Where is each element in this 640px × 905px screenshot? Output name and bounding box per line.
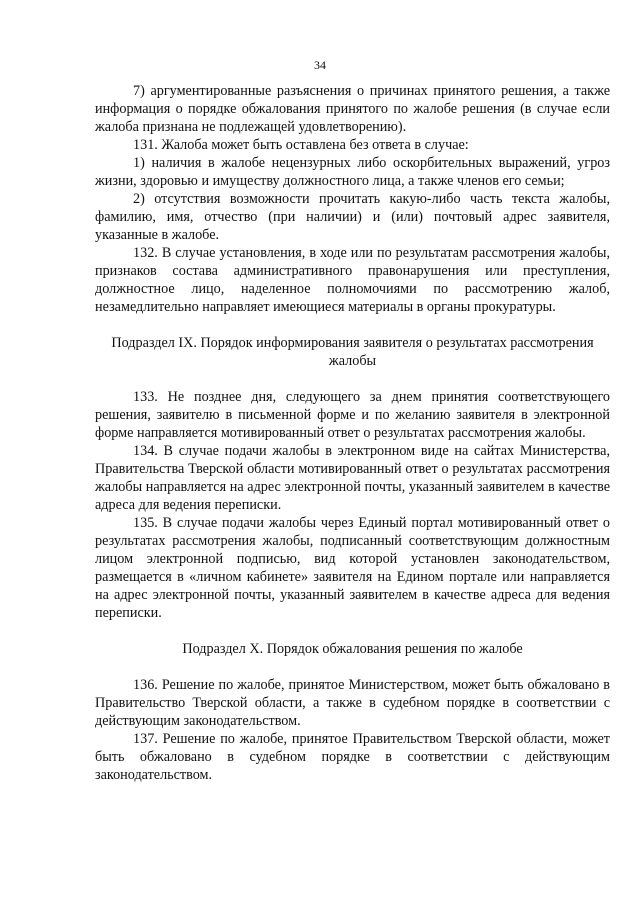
paragraph-132: 132. В случае установления, в ходе или по результатам рассмотрения жалобы, признаков состава административного правонарушения или преступления, должностное лицо, наделенное полномочиями по рассмотрению жалоб, незамедлительно направляет имеющиеся материалы в органы прокуратуры. bbox=[95, 245, 610, 315]
paragraph-133: 133. Не позднее дня, следующего за днем принятия соответствующего решения, заявителю в письменной форме и по желанию заявителя в электронной форме направляется мотивированный ответ о результатах рассмотрения жалобы. bbox=[95, 389, 610, 441]
page-number: 34 bbox=[314, 58, 326, 72]
paragraph-136: 136. Решение по жалобе, принятое Министерством, может быть обжаловано в Правительство Тверской области, а также в судебном порядке в соответствии с действующим законодательством. bbox=[95, 677, 610, 729]
subsection-heading-x: Подраздел X. Порядок обжалования решения по жалобе bbox=[182, 641, 523, 657]
paragraph-131: 131. Жалоба может быть оставлена без ответа в случае: bbox=[133, 137, 469, 153]
paragraph-137: 137. Решение по жалобе, принятое Правительством Тверской области, может быть обжаловано в судебном порядке в соответствии с действующим законодательством. bbox=[95, 731, 610, 783]
paragraph-135: 135. В случае подачи жалобы через Единый портал мотивированный ответ о результатах рассмотрения жалобы, подписанный соответствующим должностным лицом электронной подписью, вид которой установлен законодательством, размещается в «личном кабинете» заявителя на Едином портале или направляется на адрес электронной почты, указанный заявителем в качестве адреса для ведения переписки. bbox=[95, 515, 610, 621]
subsection-heading-ix: Подраздел IX. Порядок информирования заявителя о результатах рассмотрения жалобы bbox=[111, 335, 594, 369]
paragraph-item-7: 7) аргументированные разъяснения о причинах принятого решения, а также информация о порядке обжалования принятого по жалобе решения (в случае если жалоба признана не подлежащей удовлетворению). bbox=[95, 83, 610, 135]
paragraph-131-item-1: 1) наличия в жалобе нецензурных либо оскорбительных выражений, угроз жизни, здоровью и имуществу должностного лица, а также членов его семьи; bbox=[95, 155, 610, 189]
page-body bbox=[95, 82, 610, 784]
paragraph-131-item-2: 2) отсутствия возможности прочитать какую-либо часть текста жалобы, фамилию, имя, отчество (при наличии) и (или) почтовый адрес заявителя, указанные в жалобе. bbox=[95, 191, 610, 243]
paragraph-134: 134. В случае подачи жалобы в электронном виде на сайтах Министерства, Правительства Тверской области мотивированный ответ о результатах рассмотрения жалобы направляется на адрес электронной почты, указанный заявителем в качестве адреса для ведения переписки. bbox=[95, 443, 610, 513]
